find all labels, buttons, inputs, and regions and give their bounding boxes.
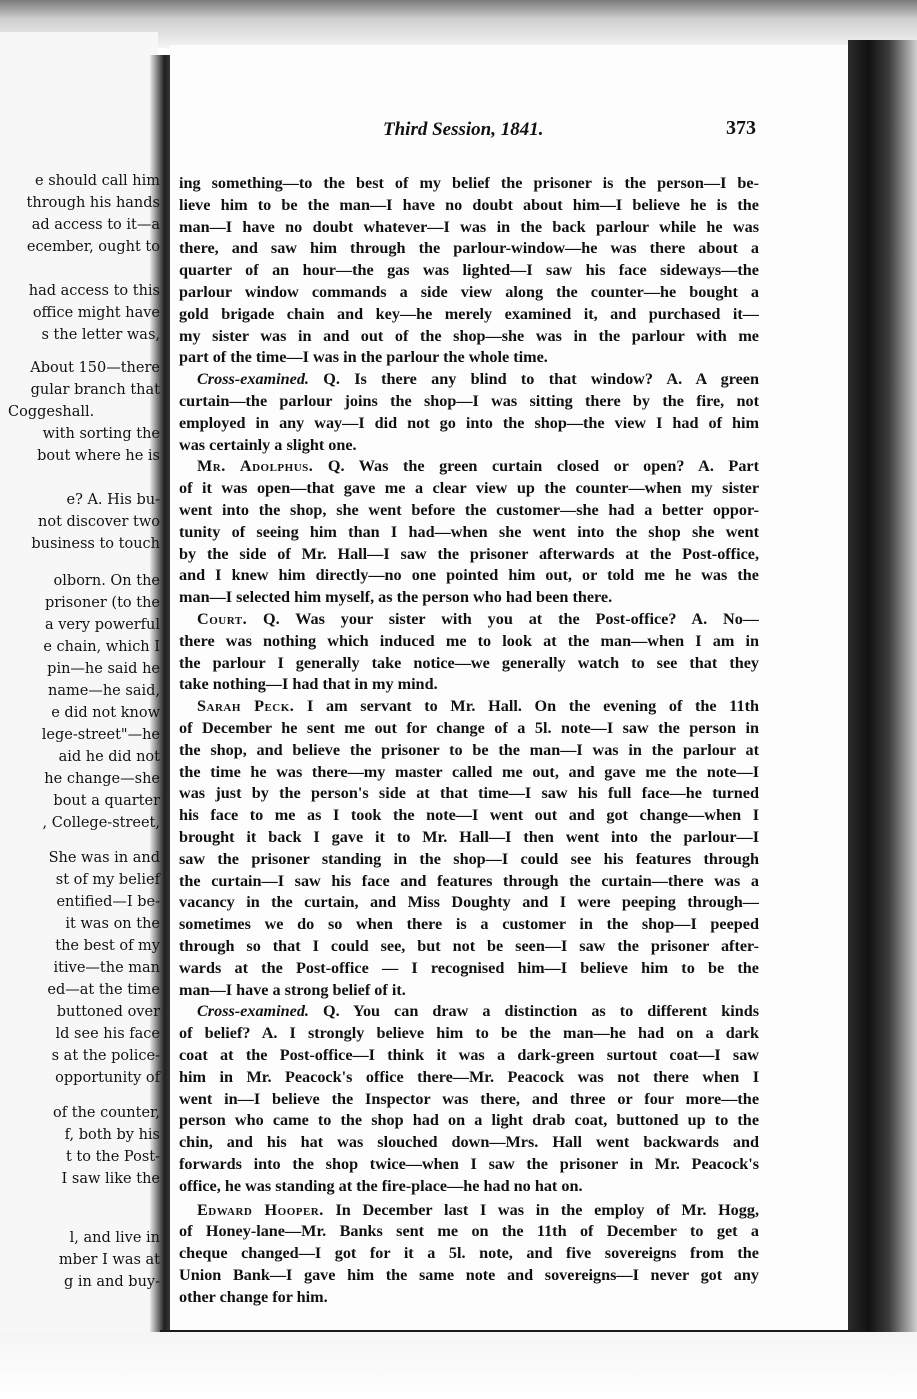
body-line <box>179 871 759 891</box>
text-run: the shop, and believe the prisoner to be the man—I was in the parlour at <box>179 741 759 759</box>
text-run: ing something—to the best of my belief the prisoner is the person—I be- <box>179 174 759 192</box>
text-run: coat at the Post-office—I think it was a dark-green surtout coat—I saw <box>179 1046 759 1064</box>
body-line <box>179 282 759 302</box>
left-page-line: office might have <box>32 305 160 321</box>
left-page-line: Coggeshall. <box>8 404 95 420</box>
body-line <box>179 1023 759 1043</box>
left-page-line: olborn. On the <box>53 573 160 589</box>
text-run: his face to me as I took the note—I went out and got change—when I <box>179 806 759 824</box>
text-run: cheque changed—I got for it a 5l. note, and five sovereigns from the <box>179 1244 759 1262</box>
left-page-line: ad access to it—a <box>31 217 160 233</box>
left-page-line: e? A. His bu- <box>66 492 160 508</box>
body-line <box>179 914 759 934</box>
body-line <box>179 1221 759 1241</box>
body-line <box>179 1089 759 1109</box>
text-run: of December he sent me out for change of a 5l. note—I saw the person in <box>179 719 759 737</box>
body-line <box>179 958 759 978</box>
left-page-line: name—he said, <box>48 683 160 699</box>
text-run: lieve him to be the man—I have no doubt about him—I believe he is the <box>179 196 759 214</box>
body-line <box>179 217 759 237</box>
text-run: parlour window commands a side view along the counter—he bought a <box>179 283 759 301</box>
body-line <box>179 544 759 564</box>
text-run: forwards into the shop twice—when I saw the prisoner in Mr. Peacock's <box>179 1155 759 1173</box>
text-run: office, he was standing at the fire-place—he had no hat on. <box>179 1177 583 1195</box>
text-run: my sister was in and out of the shop—she was in the parlour with me <box>179 327 759 345</box>
left-page-line: g in and buy- <box>63 1274 160 1290</box>
left-page-line: pin—he said he <box>47 661 160 677</box>
left-page-line: buttoned over <box>56 1004 160 1020</box>
text-run: chin, and his hat was slouched down—Mrs. Hall went backwards and <box>179 1133 759 1151</box>
left-page-line: ld see his face <box>55 1026 160 1042</box>
left-page-line: bout a quarter <box>53 793 160 809</box>
cross-examined-label: Cross-examined. <box>197 370 309 388</box>
left-page-line: ecember, ought to <box>26 239 160 255</box>
body-line <box>179 304 759 324</box>
body-line <box>179 500 759 520</box>
left-page-line: business to touch <box>31 536 160 552</box>
body-line <box>179 1265 759 1285</box>
left-page-line: not discover two <box>38 514 160 530</box>
body-line <box>179 173 759 193</box>
left-page-line: prisoner (to the <box>44 595 160 611</box>
text-run: the time he was there—my master called me out, and gave me the note—I <box>179 763 759 781</box>
text-run: tunity of seeing him than I had—when she went into the shop she went <box>179 523 759 541</box>
body-line <box>179 783 759 803</box>
text-run: and I knew him directly—no one pointed him out, or told me he was the <box>179 566 759 584</box>
text-run: other change for him. <box>179 1288 328 1306</box>
body-line <box>179 347 759 367</box>
speaker-name: Court. <box>197 610 248 628</box>
left-page-line: mber I was at <box>58 1252 160 1268</box>
left-page-line: s at the police- <box>51 1048 160 1064</box>
speaker-name: Edward Hooper. <box>197 1201 324 1219</box>
left-page-line: t to the Post- <box>65 1149 160 1165</box>
text-run: I am servant to Mr. Hall. On the evening of the 11th <box>294 697 759 715</box>
left-page-line: e did not know <box>51 705 160 721</box>
body-line <box>179 522 759 542</box>
body-line <box>179 1110 759 1130</box>
text-run: quarter of an hour—the gas was lighted—I saw his face sideways—the <box>179 261 759 279</box>
body-line <box>179 413 759 433</box>
paragraph-first-line <box>179 609 759 629</box>
text-run: man—I have a strong belief of it. <box>179 981 406 999</box>
book-right-edge <box>848 40 917 1350</box>
text-run: through so that I could see, but not be seen—I saw the prisoner after- <box>179 937 759 955</box>
text-run: gold brigade chain and key—he merely examined it, and purchased it— <box>179 305 759 323</box>
body-line <box>179 718 759 738</box>
text-run: man—I selected him myself, as the person who had been there. <box>179 588 613 606</box>
body-line <box>179 653 759 673</box>
text-run: take nothing—I had that in my mind. <box>179 675 438 693</box>
text-run: Q. Was your sister with you at the Post-office? A. No— <box>247 610 759 628</box>
body-line <box>179 892 759 912</box>
left-page-line: About 150—there <box>30 360 160 376</box>
text-run: Q. Was the green curtain closed or open? A. Part <box>313 457 759 475</box>
running-header: Third Session, 1841. <box>383 119 544 140</box>
body-line <box>179 1287 759 1307</box>
text-run: him in Mr. Peacock's office there—Mr. Peacock was not there when I <box>179 1068 759 1086</box>
body-line <box>179 631 759 651</box>
text-run: went in—I believe the Inspector was there, and three or four more—the <box>179 1090 759 1108</box>
left-page-line: f, both by his <box>64 1127 160 1143</box>
body-line <box>179 1132 759 1152</box>
paragraph-first-line <box>179 1001 759 1021</box>
left-page-line: it was on the <box>65 916 160 932</box>
paragraph-first-line <box>179 369 759 389</box>
speaker-name: Sarah Peck. <box>197 697 295 715</box>
left-page-line: st of my belief <box>55 872 160 888</box>
body-line <box>179 260 759 280</box>
text-run: Q. You can draw a distinction as to different kinds <box>308 1002 759 1020</box>
body-line <box>179 326 759 346</box>
text-run: vacancy in the curtain, and Miss Doughty and I were peeping through— <box>179 893 759 911</box>
text-run: of it was open—that gave me a clear view up the counter—when my sister <box>179 479 759 497</box>
body-line <box>179 936 759 956</box>
body-line <box>179 1045 759 1065</box>
left-page-line: e chain, which I <box>43 639 160 655</box>
text-run: the parlour I generally take notice—we generally watch to see that they <box>179 654 759 672</box>
left-page-line: l, and live in <box>69 1230 160 1246</box>
text-run: brought it back I gave it to Mr. Hall—I then went into the parlour—I <box>179 828 759 846</box>
text-run: Q. Is there any blind to that window? A. A green <box>308 370 759 388</box>
left-page-line: he change—she <box>44 771 160 787</box>
left-page-line: with sorting the <box>42 426 160 442</box>
text-run: In December last I was in the employ of Mr. Hogg, <box>323 1201 759 1219</box>
body-line <box>179 1176 759 1196</box>
left-page-line: the best of my <box>55 938 160 954</box>
body-line <box>179 1243 759 1263</box>
text-run: of belief? A. I strongly believe him to be the man—he had on a dark <box>179 1024 759 1042</box>
text-run: of Honey-lane—Mr. Banks sent me on the 11th of December to get a <box>179 1222 759 1240</box>
body-line <box>179 740 759 760</box>
body-line <box>179 849 759 869</box>
scan-bottom-edge <box>0 1332 917 1399</box>
text-run: saw the prisoner standing in the shop—I could see his features through <box>179 850 759 868</box>
text-run: sometimes we do so when there is a customer in the shop—I peeped <box>179 915 759 933</box>
left-page-line: itive—the man <box>53 960 160 976</box>
body-line <box>179 565 759 585</box>
body-line <box>179 762 759 782</box>
text-run: there was nothing which induced me to look at the man—when I am in <box>179 632 759 650</box>
left-page-line: opportunity of <box>55 1070 160 1086</box>
body-line <box>179 391 759 411</box>
left-page-line: s the letter was, <box>41 327 160 343</box>
text-run: there, and saw him through the parlour-window—he was there about a <box>179 239 759 257</box>
body-line <box>179 435 759 455</box>
body-line <box>179 238 759 258</box>
left-page-line: aid he did not <box>58 749 160 765</box>
body-line <box>179 827 759 847</box>
text-run: by the side of Mr. Hall—I saw the prisoner afterwards at the Post-office, <box>179 545 759 563</box>
text-run: the curtain—I saw his face and features through the curtain—there was a <box>179 872 759 890</box>
body-line <box>179 478 759 498</box>
text-run: curtain—the parlour joins the shop—I was sitting there by the fire, not <box>179 392 759 410</box>
body-line <box>179 805 759 825</box>
text-run: went into the shop, she went before the customer—she had a better oppor- <box>179 501 759 519</box>
left-page-line: lege-street"—he <box>41 727 160 743</box>
left-page-line: ed—at the time <box>47 982 160 998</box>
paragraph-first-line <box>179 696 759 716</box>
left-page-line: , College-street, <box>42 815 160 831</box>
left-page-line: through his hands <box>26 195 160 211</box>
text-run: employed in any way—I did not go into the shop—the view I had of him <box>179 414 759 432</box>
left-page-line: a very powerful <box>44 617 160 633</box>
body-line <box>179 674 759 694</box>
text-run: Union Bank—I gave him the same note and sovereigns—I never got any <box>179 1266 759 1284</box>
paragraph-first-line <box>179 456 759 476</box>
body-line <box>179 195 759 215</box>
left-page-line: entified—I be- <box>56 894 160 910</box>
body-line <box>179 1067 759 1087</box>
left-page-line: of the counter, <box>53 1105 160 1121</box>
body-line <box>179 587 759 607</box>
page-number: 373 <box>726 117 756 139</box>
text-run: part of the time—I was in the parlour the whole time. <box>179 348 548 366</box>
left-page-line: I saw like the <box>61 1171 160 1187</box>
cross-examined-label: Cross-examined. <box>197 1002 309 1020</box>
body-line <box>179 980 759 1000</box>
text-run: person who came to the shop had on a light drab coat, buttoned up to the <box>179 1111 759 1129</box>
paragraph-first-line <box>179 1200 759 1220</box>
speaker-name: Mr. Adolphus. <box>197 457 314 475</box>
text-run: was just by the person's side at that time—I saw his full face—he turned <box>179 784 759 802</box>
body-line <box>179 1154 759 1174</box>
left-page-line: had access to this <box>28 283 160 299</box>
text-run: wards at the Post-office — I recognised him—I believe him to be the <box>179 959 759 977</box>
left-page-line: bout where he is <box>37 448 160 464</box>
text-run: was certainly a slight one. <box>179 436 357 454</box>
text-run: man—I have no doubt whatever—I was in the back parlour while he was <box>179 218 759 236</box>
left-page-line: e should call him <box>35 173 160 189</box>
left-page-line: She was in and <box>48 850 160 866</box>
left-page-line: gular branch that <box>30 382 160 398</box>
